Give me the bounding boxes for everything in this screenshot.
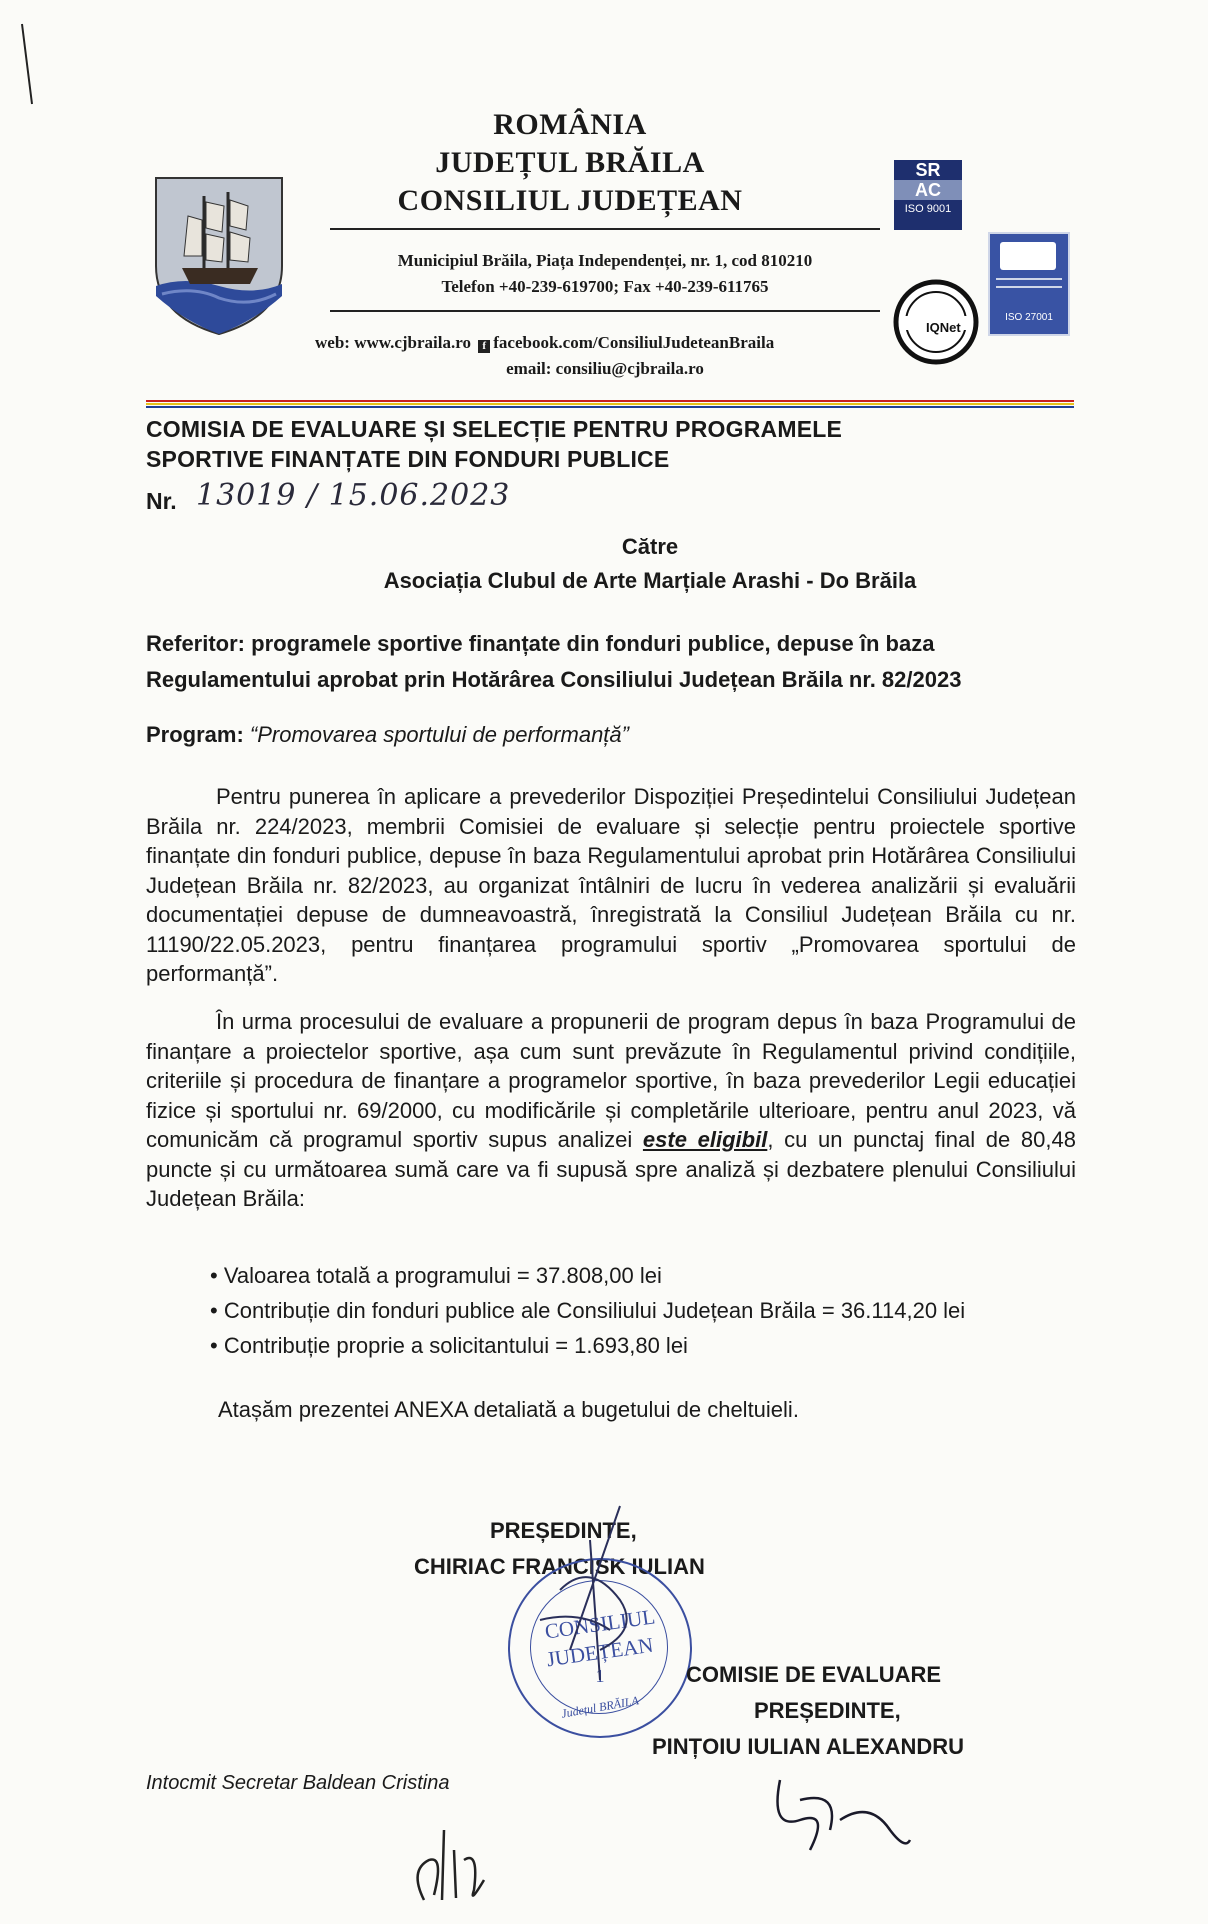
header-council: CONSILIUL JUDEȚEAN <box>397 184 743 217</box>
stray-pen-mark <box>18 20 38 110</box>
commission-title: COMISIA DE EVALUARE ȘI SELECȚIE PENTRU PROGRAMELE SPORTIVE FINANȚATE DIN FONDURI PUBLICE <box>146 416 843 472</box>
eligibility-status: este eligibil <box>642 1127 768 1152</box>
paragraph-2: În urma procesului de evaluare a propunerii de program depus în baza Programului de finanțare a proiectelor sportive, așa cum sunt prevăzute în Regulamentul privind condițiile, criteriile și procedura de finanțare a programelor sportive, în baza prevederilor Legii educației fizice și sportului nr. 69/2000, cu modificările și completările ulterioare, pentru anul 2023, vă comunicăm că programul sportiv supus analizei este eligibil, cu un punctaj final de 80,48 puncte și cu următoarea sumă care va fi supusă spre analiză și dezbatere plenului Consiliului Județean Brăila: <box>146 1009 1076 1211</box>
recipient-to: Către <box>621 534 679 559</box>
president-name: CHIRIAC FRANCISK IULIAN <box>414 1554 705 1579</box>
recipient-name: Asociația Clubul de Arte Marțiale Arashi - Do Brăila <box>383 568 917 593</box>
iso-badge-icon: ISO 27001 <box>988 232 1070 336</box>
commission-signature-icon <box>760 1770 920 1860</box>
program-value: “Promovarea sportului de performanță” <box>249 722 629 747</box>
header-underline <box>330 228 880 230</box>
paragraph-1: Pentru punerea în aplicare a prevederilor Dispoziției Președintelui Consiliului Județean Brăila nr. 224/2023, membrii Comisiei de evaluare și selecție pentru proiectele sportive finanțate din fonduri publice, depuse în baza Regulamentului aprobat prin Hotărârea Consiliului Județean Brăila nr. 82/2023, au organizat întâlniri de lucru în vederea analizării și evaluării documentației depuse de dumneavoastră, înregistrată la Consiliul Județean Brăila cu nr. 11190/22.05.2023, pentru finanțarea programului sportiv „Promovarea sportului de performanță”. <box>146 784 1076 986</box>
official-stamp: CONSILIUL JUDEȚEAN 1 Județul BRĂILA <box>508 1558 692 1738</box>
iqnet-label: IQNet <box>926 320 961 335</box>
header-country: ROMÂNIA <box>493 108 647 141</box>
flag-line-red <box>146 400 1074 402</box>
commission-president-name: PINȚOIU IULIAN ALEXANDRU <box>652 1734 965 1759</box>
secretary-signature-icon <box>404 1820 504 1910</box>
program-label: Program: <box>146 722 244 747</box>
registration-number-handwritten: 13019 / 15.06.2023 <box>196 478 511 513</box>
budget-item-own-contribution: • Contribuție proprie a solicitantului = 1.693,80 lei <box>210 1333 688 1358</box>
commission-label: COMISIE DE EVALUARE <box>686 1662 942 1687</box>
subject-text-2: Regulamentului aprobat prin Hotărârea Consiliului Județean Brăila nr. 82/2023 <box>146 667 962 692</box>
web-link[interactable]: web: www.cjbraila.ro <box>315 333 471 352</box>
flag-line-blue <box>146 406 1074 408</box>
flag-line-yellow <box>146 403 1074 405</box>
annex-note: Atașăm prezentei ANEXA detaliată a bugetului de cheltuieli. <box>218 1397 799 1422</box>
subject-block <box>146 626 1076 698</box>
commission-president-title: PREȘEDINTE, <box>754 1698 901 1723</box>
subject-label: Referitor: <box>146 631 246 656</box>
budget-item-total: • Valoarea totală a programului = 37.808,00 lei <box>210 1263 662 1288</box>
budget-item-public-funds: • Contribuție din fonduri publice ale Consiliului Județean Brăila = 36.114,20 lei <box>210 1298 966 1323</box>
subject-text-1: programele sportive finanțate din fonduri publice, depuse în baza <box>251 631 935 656</box>
president-title: PREȘEDINTE, <box>490 1518 637 1543</box>
program-line <box>146 722 629 748</box>
header-county: JUDEȚUL BRĂILA <box>435 146 705 179</box>
header-contacts <box>315 330 885 355</box>
facebook-icon: f <box>478 340 490 353</box>
header-email[interactable]: email: consiliu@cjbraila.ro <box>506 359 704 378</box>
coat-of-arms-icon <box>154 176 284 336</box>
header-phone: Telefon +40-239-619700; Fax +40-239-611765 <box>441 277 769 296</box>
header-address: Municipiul Brăila, Piața Independenței, nr. 1, cod 810210 <box>397 251 813 270</box>
header-divider <box>330 310 880 312</box>
facebook-link[interactable]: facebook.com/ConsiliulJudeteanBraila <box>493 333 775 352</box>
president-signature-icon <box>500 1500 680 1690</box>
prepared-by: Intocmit Secretar Baldean Cristina <box>146 1772 450 1794</box>
registration-number-label: Nr. <box>146 488 177 514</box>
srac-badge-icon: SR AC ISO 9001 <box>894 160 962 230</box>
